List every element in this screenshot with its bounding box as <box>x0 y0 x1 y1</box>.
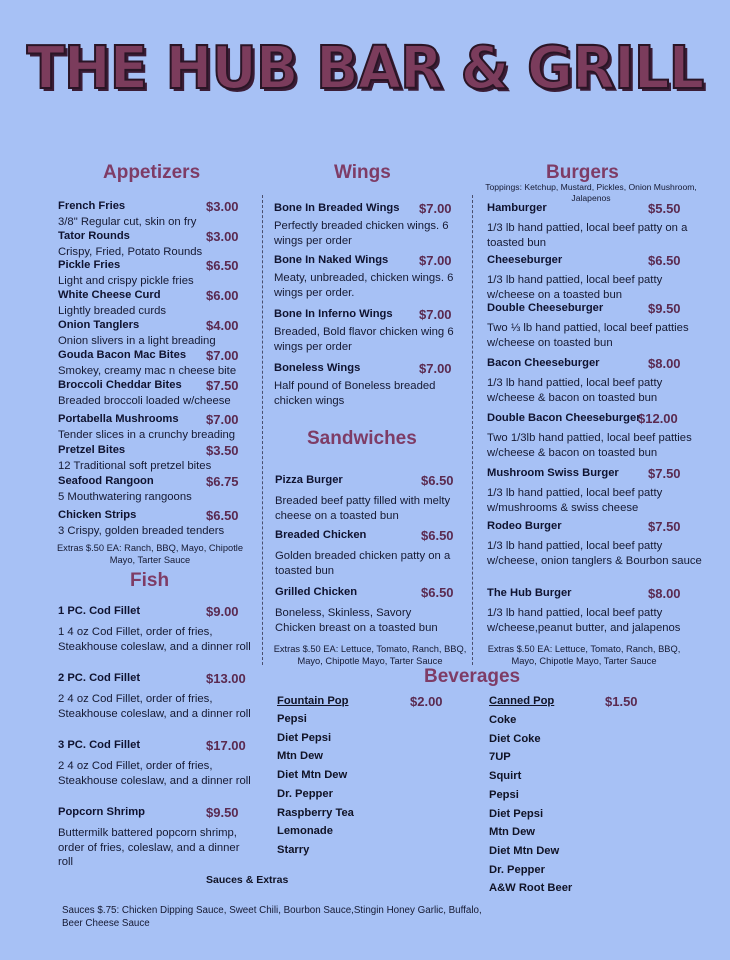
fountain-drink-item: Starry <box>277 843 310 856</box>
appetizers-item-name: Tator Rounds <box>58 230 130 242</box>
fish-item-name: 2 PC. Cod Fillet <box>58 672 141 684</box>
appetizers-item-name: Portabella Mushrooms <box>58 413 179 425</box>
fish-item-name: 1 PC. Cod Fillet <box>58 605 141 617</box>
fish-item-description: 2 4 oz Cod Fillet, order of fries, Steakhouse coleslaw, and a dinner roll <box>58 760 251 787</box>
appetizers-item-name: Seafood Rangoon <box>58 475 154 487</box>
beverages-heading: Beverages <box>424 666 521 687</box>
sandwiches-item-price: $6.50 <box>421 473 454 488</box>
burgers-toppings: Toppings: Ketchup, Mustard, Pickles, Onion Mushroom, Jalapenos <box>485 182 697 203</box>
fish-item-price: $9.50 <box>206 805 239 820</box>
wings-item-description: Meaty, unbreaded, chicken wings. 6 wings per order. <box>274 272 454 299</box>
burgers-item-name: Mushroom Swiss Burger <box>487 467 619 479</box>
sandwiches-item-description: Breaded beef patty filled with melty cheese on a toasted bun <box>275 495 451 522</box>
appetizers-item-name: Onion Tanglers <box>58 319 140 331</box>
canned-pop-price: $1.50 <box>605 694 638 709</box>
sauces-heading: Sauces & Extras <box>206 874 289 886</box>
fountain-drink-item: Mtn Dew <box>277 750 323 763</box>
appetizers-item-name: Broccoli Cheddar Bites <box>58 379 182 391</box>
burgers-item-name: Rodeo Burger <box>487 520 562 532</box>
appetizers-item-name: Gouda Bacon Mac Bites <box>58 349 187 361</box>
appetizers-item-description: Lightly breaded curds <box>58 305 167 317</box>
burgers-item-price: $9.50 <box>648 301 681 316</box>
appetizers-extras: Extras $.50 EA: Ranch, BBQ, Mayo, Chipotle Mayo, Tarter Sauce <box>56 543 244 565</box>
appetizers-item-description: 5 Mouthwatering rangoons <box>58 491 192 503</box>
wings-item-price: $7.00 <box>419 307 452 322</box>
appetizers-item-name: Pretzel Bites <box>58 444 126 456</box>
burgers-item-description: 1/3 lb hand pattied, local beef patty on a toasted bun <box>487 222 688 249</box>
burgers-heading: Burgers <box>546 162 619 183</box>
canned-pop-label: Canned Pop <box>489 695 555 707</box>
appetizers-item-name: White Cheese Curd <box>58 289 161 301</box>
burgers-item-name: Cheeseburger <box>487 254 563 266</box>
sandwiches-heading: Sandwiches <box>307 428 417 449</box>
burgers-item-description: 1/3 lb hand pattied, local beef patty w/cheese on a toasted bun <box>487 274 663 301</box>
fountain-drink-item: Diet Pepsi <box>277 731 332 744</box>
appetizers-item-description: Tender slices in a crunchy breading <box>58 429 236 441</box>
canned-drink-item: A&W Root Beer <box>489 882 573 895</box>
appetizers-item-description: Light and crispy pickle fries <box>58 275 194 287</box>
fountain-drink-item: Diet Mtn Dew <box>277 769 348 782</box>
appetizers-item-price: $3.00 <box>206 199 239 214</box>
fountain-pop-label: Fountain Pop <box>277 695 349 707</box>
appetizers-item-description: Smokey, creamy mac n cheese bite <box>58 365 237 377</box>
sauces-text: Sauces $.75: Chicken Dipping Sauce, Sweet Chili, Bourbon Sauce,Stingin Honey Garlic, Buffalo, Beer Cheese Sauce <box>62 905 482 929</box>
sandwiches-item-description: Boneless, Skinless, Savory Chicken breast on a toasted bun <box>275 607 438 634</box>
sandwiches-item-name: Pizza Burger <box>275 474 343 486</box>
wings-item-price: $7.00 <box>419 201 452 216</box>
appetizers-heading: Appetizers <box>103 162 201 183</box>
canned-drink-item: Coke <box>489 714 517 726</box>
burgers-item-description: 1/3 lb hand pattied, local beef patty w/cheese, onion tanglers & Bourbon sauce <box>487 540 702 567</box>
canned-drink-item: Pepsi <box>489 788 519 801</box>
canned-drink-item: Diet Mtn Dew <box>489 844 560 857</box>
fish-item-description: 2 4 oz Cod Fillet, order of fries, Steakhouse coleslaw, and a dinner roll <box>58 693 251 720</box>
burgers-item-name: Bacon Cheeseburger <box>487 357 600 369</box>
burgers-item-price: $7.50 <box>648 519 681 534</box>
appetizers-item-price: $7.00 <box>206 412 239 427</box>
canned-drink-item: Squirt <box>489 770 522 783</box>
fish-item-price: $17.00 <box>206 738 246 753</box>
appetizers-item-description: Crispy, Fried, Potato Rounds <box>58 246 203 258</box>
burgers-item-price: $7.50 <box>648 466 681 481</box>
burgers-item-description: Two 1/3lb hand pattied, local beef patties w/cheese & bacon on toasted bun <box>487 432 692 459</box>
fountain-drink-item: Lemonade <box>277 825 333 838</box>
wings-item-price: $7.00 <box>419 253 452 268</box>
burgers-item-name: Double Cheeseburger <box>487 302 604 314</box>
wings-item-name: Bone In Inferno Wings <box>274 308 393 320</box>
fountain-drink-item: Pepsi <box>277 713 307 725</box>
burgers-item-description: 1/3 lb hand pattied, local beef patty w/cheese,peanut butter, and jalapenos <box>487 607 681 634</box>
fish-item-name: Popcorn Shrimp <box>58 806 146 818</box>
appetizers-item-price: $7.00 <box>206 348 239 363</box>
fish-item-description: Buttermilk battered popcorn shrimp, order of fries, coleslaw, and a dinner roll <box>58 827 240 868</box>
wings-item-name: Bone In Naked Wings <box>274 254 389 266</box>
appetizers-item-name: Chicken Strips <box>58 509 137 521</box>
canned-drink-item: Dr. Pepper <box>489 863 545 876</box>
appetizers-item-price: $6.00 <box>206 288 239 303</box>
burgers-item-description: 1/3 lb hand pattied, local beef patty w/mushrooms & swiss cheese <box>487 487 663 514</box>
sandwiches-item-description: Golden breaded chicken patty on a toasted bun <box>275 550 451 577</box>
appetizers-item-name: Pickle Fries <box>58 259 121 271</box>
wings-item-name: Bone In Breaded Wings <box>274 202 400 214</box>
sandwiches-extras: Extras $.50 EA: Lettuce, Tomato, Ranch, BBQ, Mayo, Chipotle Mayo, Tarter Sauce <box>273 644 467 666</box>
burgers-item-price: $8.00 <box>648 356 681 371</box>
fish-item-price: $13.00 <box>206 671 246 686</box>
fish-item-price: $9.00 <box>206 604 239 619</box>
fountain-pop-price: $2.00 <box>410 694 443 709</box>
appetizers-item-description: 12 Traditional soft pretzel bites <box>58 460 212 472</box>
fish-item-description: 1 4 oz Cod Fillet, order of fries, Steakhouse coleslaw, and a dinner roll <box>58 626 251 653</box>
appetizers-item-description: 3 Crispy, golden breaded tenders <box>58 525 225 537</box>
appetizers-item-price: $3.50 <box>206 443 239 458</box>
wings-item-price: $7.00 <box>419 361 452 376</box>
appetizers-item-description: 3/8" Regular cut, skin on fry <box>58 216 197 228</box>
fish-item-name: 3 PC. Cod Fillet <box>58 739 141 751</box>
sandwiches-item-price: $6.50 <box>421 585 454 600</box>
fountain-drink-item: Dr. Pepper <box>277 787 333 800</box>
wings-item-name: Boneless Wings <box>274 362 361 374</box>
column-divider-left <box>262 195 263 665</box>
burgers-item-description: 1/3 lb hand pattied, local beef patty w/cheese & bacon on toasted bun <box>487 377 663 404</box>
fish-heading: Fish <box>130 570 170 591</box>
burgers-item-price: $12.00 <box>638 411 678 426</box>
canned-drink-item: Mtn Dew <box>489 826 535 839</box>
burgers-item-price: $6.50 <box>648 253 681 268</box>
burgers-item-name: The Hub Burger <box>487 587 572 599</box>
burgers-item-description: Two ⅓ lb hand pattied, local beef patties w/cheese on toasted bun <box>487 322 689 349</box>
wings-item-description: Breaded, Bold flavor chicken wing 6 wings per order <box>274 326 454 353</box>
wings-item-description: Half pound of Boneless breaded chicken wings <box>274 380 436 407</box>
sandwiches-item-price: $6.50 <box>421 528 454 543</box>
canned-drink-item: Diet Coke <box>489 732 541 745</box>
burgers-extras: Extras $.50 EA: Lettuce, Tomato, Ranch, BBQ, Mayo, Chipotle Mayo, Tarter Sauce <box>487 644 681 666</box>
canned-drink-item: 7UP <box>489 751 511 764</box>
burgers-item-price: $5.50 <box>648 201 681 216</box>
appetizers-item-price: $6.50 <box>206 508 239 523</box>
column-divider-right <box>472 195 473 665</box>
appetizers-item-price: $4.00 <box>206 318 239 333</box>
appetizers-item-price: $6.75 <box>206 474 239 489</box>
burgers-item-price: $8.00 <box>648 586 681 601</box>
appetizers-item-name: French Fries <box>58 200 126 212</box>
sandwiches-item-name: Breaded Chicken <box>275 529 367 541</box>
appetizers-item-price: $6.50 <box>206 258 239 273</box>
appetizers-item-description: Onion slivers in a light breading <box>58 335 216 347</box>
burgers-item-name: Hamburger <box>487 202 547 214</box>
appetizers-item-description: Breaded broccoli loaded w/cheese <box>58 395 231 407</box>
appetizers-item-price: $7.50 <box>206 378 239 393</box>
sandwiches-item-name: Grilled Chicken <box>275 586 358 598</box>
wings-item-description: Perfectly breaded chicken wings. 6 wings per order <box>274 220 449 247</box>
burgers-item-name: Double Bacon Cheeseburger <box>487 412 641 424</box>
fountain-drink-item: Raspberry Tea <box>277 806 354 819</box>
wings-heading: Wings <box>334 162 391 183</box>
menu-title: THE HUB BAR & GRILL <box>26 34 704 103</box>
canned-drink-item: Diet Pepsi <box>489 807 544 820</box>
appetizers-item-price: $3.00 <box>206 229 239 244</box>
